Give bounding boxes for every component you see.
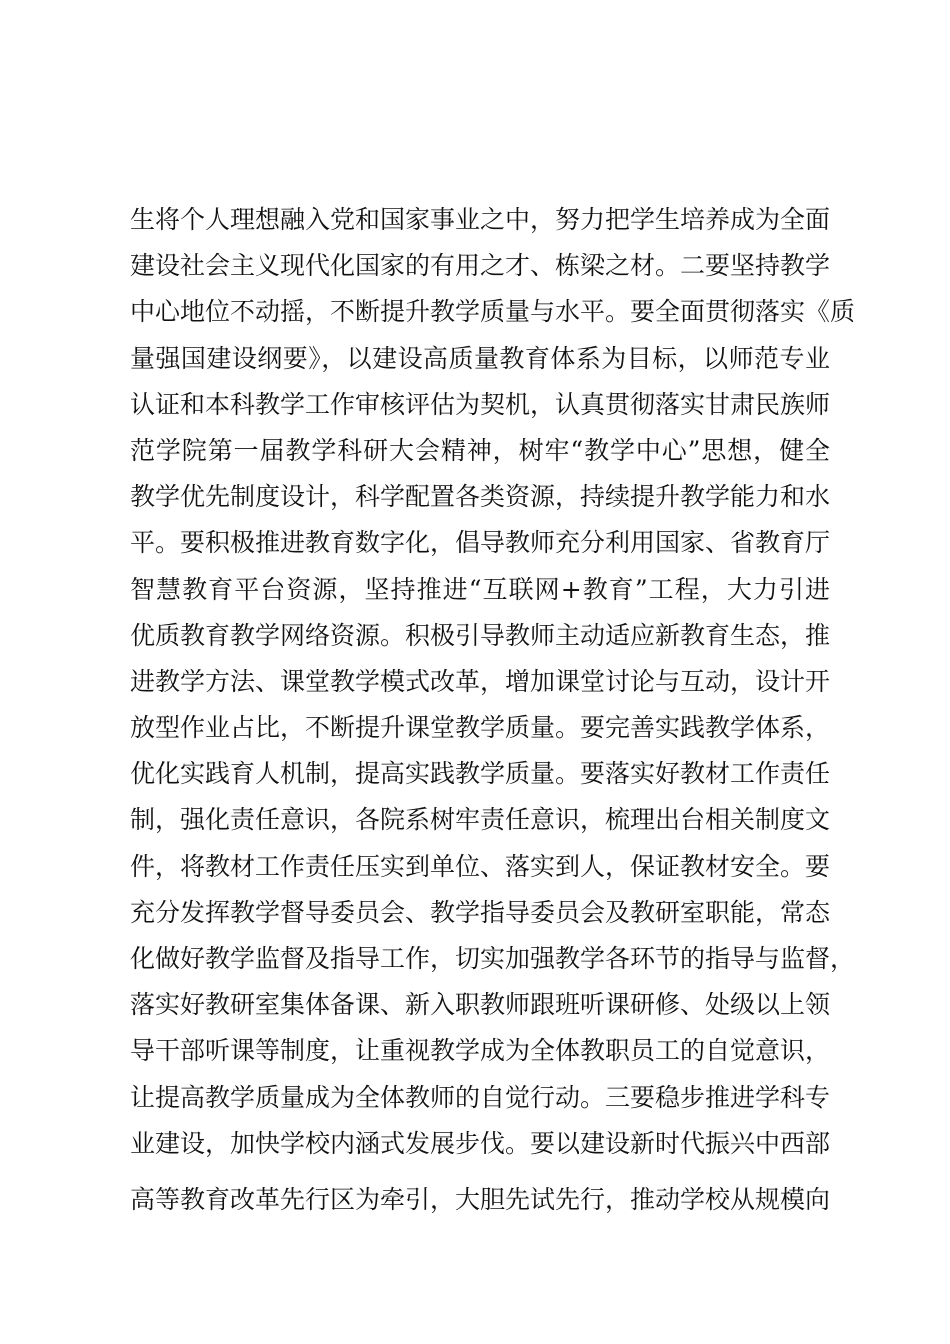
text-line: 中心地位不动摇，不断提升教学质量与水平。要全面贯彻落实《质 — [130, 297, 856, 327]
text-line: 高等教育改革先行区为牵引，大胆先试先行，推动学校从规模向 — [130, 1184, 831, 1214]
text-line: 让提高教学质量成为全体教师的自觉行动。三要稳步推进学科专 — [130, 1082, 831, 1112]
text-line: 制，强化责任意识，各院系树牢责任意识，梳理出台相关制度文 — [130, 805, 831, 835]
text-line: 业建设，加快学校内涵式发展步伐。要以建设新时代振兴中西部 — [130, 1128, 831, 1158]
text-line: 进教学方法、课堂教学模式改革，增加课堂讨论与互动，设计开 — [130, 666, 831, 696]
text-line: 件，将教材工作责任压实到单位、落实到人，保证教材安全。要 — [130, 851, 831, 881]
text-line: 生将个人理想融入党和国家事业之中，努力把学生培养成为全面 — [130, 205, 831, 234]
text-line: 量强国建设纲要》，以建设高质量教育体系为目标，以师范专业 — [130, 343, 830, 373]
text-line: 平。要积极推进教育数字化，倡导教师充分利用国家、省教育厅 — [130, 528, 831, 558]
text-line: 落实好教研室集体备课、新入职教师跟班听课研修、处级以上领 — [130, 990, 831, 1020]
text-line: 充分发挥教学督导委员会、教学指导委员会及教研室职能，常态 — [130, 897, 831, 927]
text-line: 化做好教学监督及指导工作，切实加强教学各环节的指导与监督， — [130, 944, 856, 973]
text-line: 建设社会主义现代化国家的有用之才、栋梁之材。二要坚持教学 — [130, 251, 831, 281]
text-line: 优化实践育人机制，提高实践教学质量。要落实好教材工作责任 — [130, 759, 831, 789]
text-line: 优质教育教学网络资源。积极引导教师主动适应新教育生态，推 — [130, 620, 831, 650]
body-text — [130, 197, 856, 1223]
text-line: 认证和本科教学工作审核评估为契机，认真贯彻落实甘肃民族师 — [130, 389, 831, 419]
text-line: 教学优先制度设计，科学配置各类资源，持续提升教学能力和水 — [130, 482, 831, 512]
text-line: 范学院第一届教学科研大会精神，树牢“教学中心”思想，健全 — [130, 435, 830, 465]
text-line: 导干部听课等制度，让重视教学成为全体教职员工的自觉意识， — [130, 1036, 831, 1066]
text-line: 放型作业占比，不断提升课堂教学质量。要完善实践教学体系， — [130, 713, 831, 743]
text-line: 智慧教育平台资源，坚持推进“互联网+教育”工程，大力引进 — [130, 574, 830, 604]
